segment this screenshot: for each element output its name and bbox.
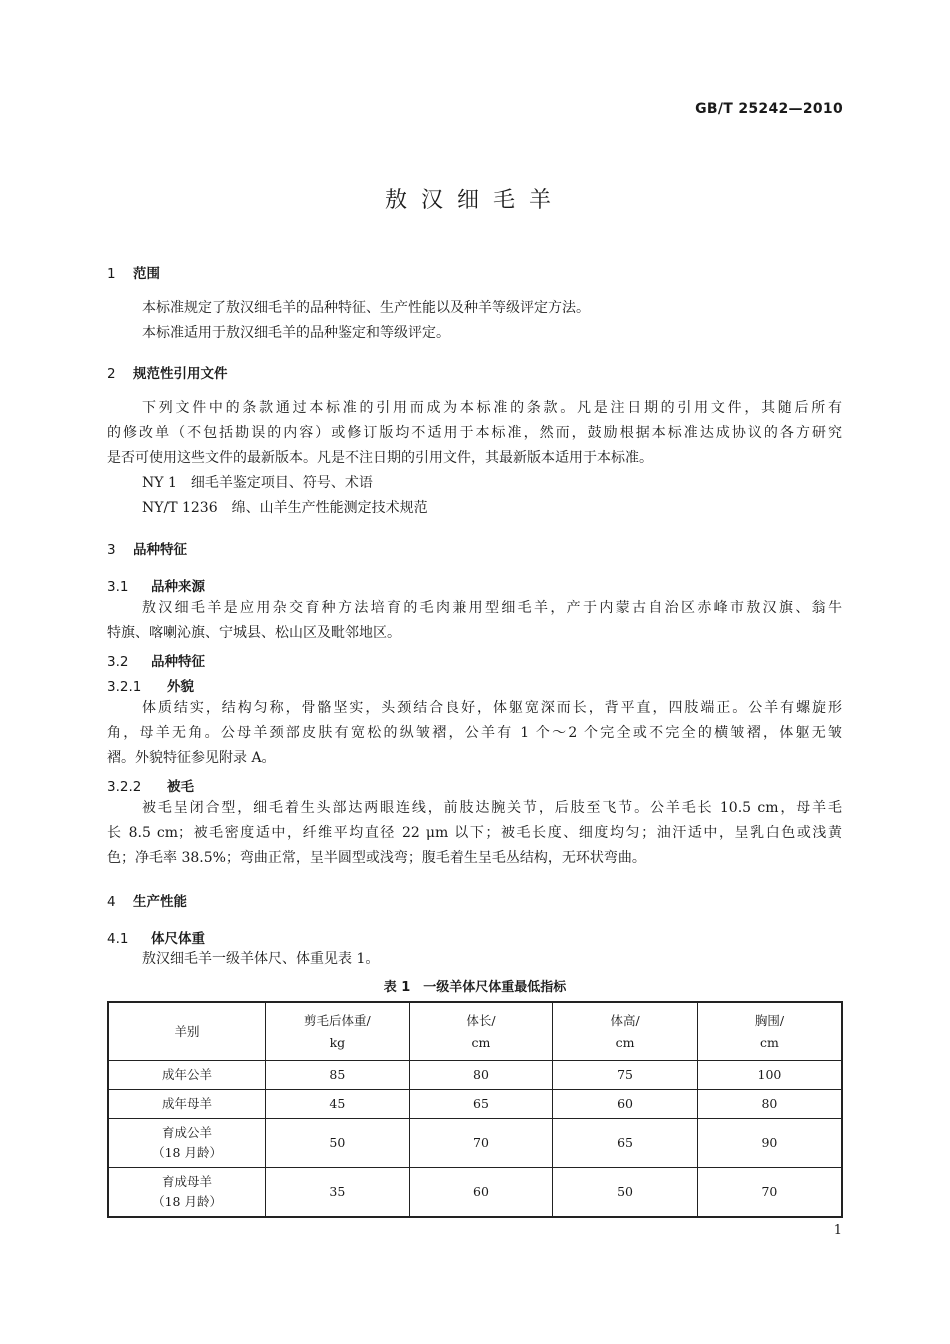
section-number: 4 bbox=[107, 894, 116, 910]
section-3-2-1-body bbox=[107, 696, 842, 771]
reference-item bbox=[107, 496, 842, 521]
section-3-2-2-heading bbox=[107, 775, 194, 795]
sheep-type-label: 育成公羊 bbox=[162, 1125, 213, 1140]
paragraph-line: 本标准规定了敖汉细毛羊的品种特征、生产性能以及种羊等级评定方法。 bbox=[142, 300, 590, 316]
paragraph-line: 被毛呈闭合型，细毛着生头部达两眼连线，前肢达腕关节，后肢至飞节。公羊毛长 10.5 cm，母羊毛 bbox=[142, 800, 842, 816]
section-2-heading bbox=[107, 362, 228, 382]
section-title: 范围 bbox=[133, 266, 160, 282]
section-4-1-body bbox=[107, 947, 842, 972]
table-cell: 100 bbox=[697, 1061, 842, 1090]
section-number: 1 bbox=[107, 266, 116, 282]
section-number: 3 bbox=[107, 542, 116, 558]
document-title: 敖汉细毛羊 bbox=[384, 188, 565, 213]
paragraph-line: 体质结实，结构匀称，骨骼坚实，头颈结合良好，体躯宽深而长，背平直，四肢端正。公羊有螺旋形 bbox=[142, 700, 842, 716]
column-header-unit: kg bbox=[329, 1034, 346, 1050]
paragraph-line: 敖汉细毛羊一级羊体尺、体重见表 1。 bbox=[142, 951, 380, 967]
table-cell: 45 bbox=[266, 1090, 410, 1119]
reference-title: 细毛羊鉴定项目、符号、术语 bbox=[190, 475, 373, 491]
page-number: 1 bbox=[833, 1223, 842, 1238]
paragraph-line: 角，母羊无角。公母羊颈部皮肤有宽松的纵皱褶，公羊有 1 个～2 个完全或不完全的横皱褶，体躯无皱 bbox=[107, 725, 842, 741]
column-header bbox=[553, 1002, 698, 1061]
paragraph-line: 长 8.5 cm；被毛密度适中，纤维平均直径 22 μm 以下；被毛长度、细度均匀；油汗适中，呈乳白色或浅黄 bbox=[107, 825, 842, 841]
paragraph-line: 敖汉细毛羊是应用杂交育种方法培育的毛肉兼用型细毛羊，产于内蒙古自治区赤峰市敖汉旗、翁牛 bbox=[142, 600, 842, 616]
table-row bbox=[108, 1061, 842, 1090]
table-cell: 80 bbox=[697, 1090, 842, 1119]
section-title: 品种来源 bbox=[151, 579, 205, 595]
table-cell: 60 bbox=[409, 1168, 553, 1218]
table-cell: 60 bbox=[553, 1090, 698, 1119]
table-row bbox=[108, 1168, 842, 1218]
sheep-type-cell bbox=[108, 1168, 266, 1218]
table-cell: 75 bbox=[553, 1061, 698, 1090]
section-1-body bbox=[107, 296, 842, 346]
section-number: 3.2.1 bbox=[107, 679, 142, 695]
column-header bbox=[697, 1002, 842, 1061]
column-header-unit: cm bbox=[471, 1034, 491, 1050]
paragraph-line: 是否可使用这些文件的最新版本。凡是不注日期的引用文件，其最新版本适用于本标准。 bbox=[107, 450, 653, 466]
section-4-heading bbox=[107, 890, 187, 910]
standard-code: GB/T 25242—2010 bbox=[695, 101, 843, 117]
table-cell: 35 bbox=[266, 1168, 410, 1218]
section-number: 3.2.2 bbox=[107, 779, 142, 795]
reference-code: NY/T 1236 bbox=[142, 500, 218, 516]
section-number: 3.1 bbox=[107, 579, 129, 595]
section-2-body bbox=[107, 396, 842, 521]
sheep-age-note: （18 月龄） bbox=[152, 1194, 222, 1209]
sheep-age-note: （18 月龄） bbox=[152, 1145, 222, 1160]
paragraph-line: 色；净毛率 38.5%；弯曲正常，呈半圆型或浅弯；腹毛着生呈毛丛结构，无环状弯曲。 bbox=[107, 850, 646, 866]
table-cell: 50 bbox=[266, 1119, 410, 1168]
column-header-label: 体长/ bbox=[466, 1012, 496, 1028]
table-cell: 80 bbox=[409, 1061, 553, 1090]
body-measurement-table bbox=[107, 1001, 843, 1218]
paragraph-line: 本标准适用于敖汉细毛羊的品种鉴定和等级评定。 bbox=[142, 325, 450, 341]
table-cell: 85 bbox=[266, 1061, 410, 1090]
reference-title: 绵、山羊生产性能测定技术规范 bbox=[231, 500, 428, 516]
column-header-label: 胸围/ bbox=[754, 1012, 785, 1028]
paragraph-line: 下列文件中的条款通过本标准的引用而成为本标准的条款。凡是注日期的引用文件，其随后所有 bbox=[142, 400, 842, 416]
table-cell: 65 bbox=[409, 1090, 553, 1119]
table-row bbox=[108, 1090, 842, 1119]
section-3-1-body bbox=[107, 596, 842, 646]
section-3-2-1-heading bbox=[107, 675, 194, 695]
section-title: 外貌 bbox=[167, 679, 194, 695]
table-cell: 90 bbox=[697, 1119, 842, 1168]
section-number: 4.1 bbox=[107, 931, 129, 947]
section-number: 2 bbox=[107, 366, 116, 382]
section-1-heading bbox=[107, 262, 160, 282]
reference-item bbox=[107, 471, 842, 496]
section-title: 生产性能 bbox=[133, 894, 187, 910]
paragraph-line: 的修改单（不包括勘误的内容）或修订版均不适用于本标准，然而，鼓励根据本标准达成协议的各方研究 bbox=[107, 425, 842, 441]
sheep-type-cell bbox=[108, 1119, 266, 1168]
sheep-type-label: 育成母羊 bbox=[162, 1174, 213, 1189]
column-header-label: 体高/ bbox=[610, 1012, 640, 1028]
column-header-label: 羊别 bbox=[174, 1023, 200, 1039]
section-title: 体尺体重 bbox=[151, 931, 205, 947]
section-3-2-2-body bbox=[107, 796, 842, 871]
paragraph-line: 褶。外貌特征参见附录 A。 bbox=[107, 750, 276, 766]
section-title: 品种特征 bbox=[151, 654, 205, 670]
table-cell: 70 bbox=[697, 1168, 842, 1218]
section-title: 被毛 bbox=[167, 779, 194, 795]
section-4-1-heading bbox=[107, 927, 205, 947]
section-3-heading bbox=[107, 538, 187, 558]
table-header-row bbox=[108, 1002, 842, 1061]
column-header-unit: cm bbox=[760, 1034, 779, 1050]
sheep-type-cell: 成年母羊 bbox=[108, 1090, 266, 1119]
table-cell: 50 bbox=[553, 1168, 698, 1218]
table-cell: 70 bbox=[409, 1119, 553, 1168]
section-title: 品种特征 bbox=[133, 542, 187, 558]
section-title: 规范性引用文件 bbox=[133, 366, 228, 382]
column-header-label: 剪毛后体重/ bbox=[304, 1012, 371, 1028]
table-caption: 表 1 一级羊体尺体重最低指标 bbox=[383, 980, 567, 995]
column-header bbox=[266, 1002, 410, 1061]
column-header bbox=[108, 1002, 266, 1061]
section-3-1-heading bbox=[107, 575, 205, 595]
table-cell: 65 bbox=[553, 1119, 698, 1168]
column-header-unit: cm bbox=[615, 1034, 635, 1050]
section-number: 3.2 bbox=[107, 654, 129, 670]
section-3-2-heading bbox=[107, 650, 205, 670]
table-row bbox=[108, 1119, 842, 1168]
sheep-type-cell: 成年公羊 bbox=[108, 1061, 266, 1090]
paragraph-line: 特旗、喀喇沁旗、宁城县、松山区及毗邻地区。 bbox=[107, 625, 401, 641]
column-header bbox=[409, 1002, 553, 1061]
reference-code: NY 1 bbox=[142, 475, 177, 491]
